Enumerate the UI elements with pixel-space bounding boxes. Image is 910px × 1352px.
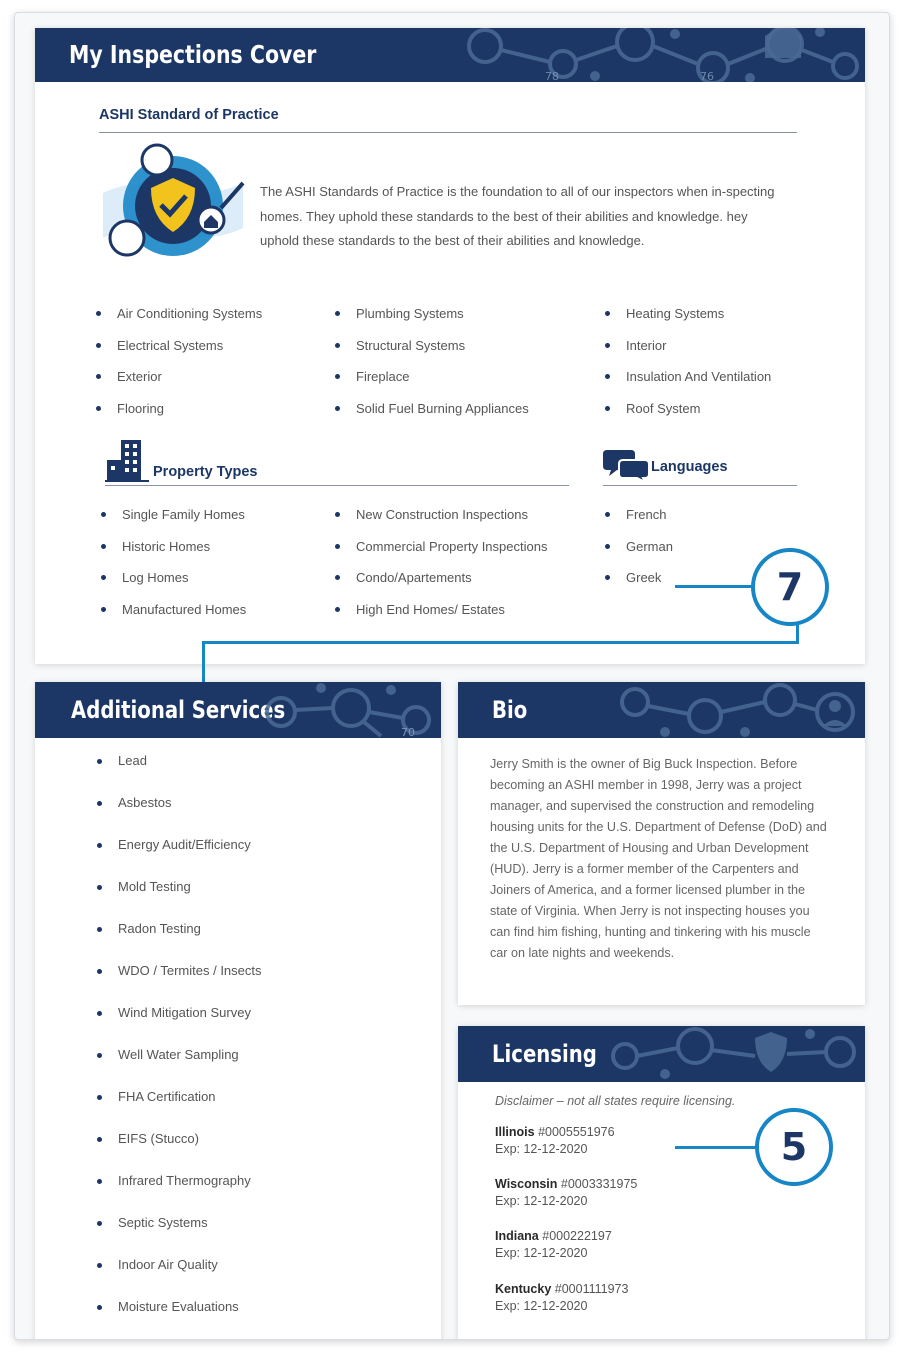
- list-item: Heating Systems: [605, 298, 771, 330]
- list-item: Solid Fuel Burning Appliances: [335, 393, 529, 425]
- banner-pattern-icon: [445, 28, 865, 82]
- licensing-disclaimer: Disclaimer – not all states require licensing.: [495, 1094, 736, 1108]
- callout-7-badge: 7: [751, 548, 829, 626]
- list-item: Structural Systems: [335, 330, 529, 362]
- banner-mark: 76: [700, 70, 714, 82]
- list-item: Exterior: [96, 361, 262, 393]
- list-item: Indoor Air Quality: [97, 1244, 262, 1286]
- systems-list-3: [605, 298, 771, 424]
- callout-7-line: [675, 585, 753, 588]
- license-exp: Exp: 12-12-2020: [495, 1246, 588, 1260]
- license-state: Kentucky: [495, 1282, 552, 1296]
- licensing-banner: [458, 1026, 865, 1082]
- languages-list: [605, 499, 673, 594]
- services-card: [35, 682, 441, 1340]
- license-number: #0005551976: [538, 1125, 615, 1139]
- list-item: FHA Certification: [97, 1076, 262, 1118]
- list-item: Log Homes: [101, 562, 246, 594]
- list-item: Flooring: [96, 393, 262, 425]
- list-item: Historic Homes: [101, 531, 246, 563]
- license-entry: [495, 1176, 637, 1210]
- systems-list-1: [96, 298, 262, 424]
- license-state: Indiana: [495, 1229, 539, 1243]
- list-item: German: [605, 531, 673, 563]
- list-item: Infrared Thermography: [97, 1160, 262, 1202]
- list-item: Single Family Homes: [101, 499, 246, 531]
- banner-pattern-icon: [241, 682, 441, 738]
- list-item: Septic Systems: [97, 1202, 262, 1244]
- building-icon: [105, 440, 149, 482]
- list-item: Wind Mitigation Survey: [97, 992, 262, 1034]
- cover-card: [35, 28, 865, 664]
- services-title: Additional Services: [71, 696, 286, 724]
- list-item: Roof System: [605, 393, 771, 425]
- property-types-title: Property Types: [153, 464, 258, 480]
- standard-divider: [99, 132, 797, 133]
- list-item: Electrical Systems: [96, 330, 262, 362]
- cover-banner: [35, 28, 865, 82]
- list-item: Manufactured Homes: [101, 594, 246, 626]
- property-divider: [105, 485, 569, 486]
- list-item: Lead: [97, 740, 262, 782]
- license-entry: [495, 1281, 628, 1315]
- services-banner: [35, 682, 441, 738]
- bio-text: Jerry Smith is the owner of Big Buck Inspection. Before becoming an ASHI member in 1998, Jerry was a project manager, and supervised the construction and remodeling housing units for the U.S. Department of Defense (DoD) and the U.S. Department of Housing and Urban Development (HUD). Jerry is a former member of the Carpenters and Joiners of America, and a former licensed plumber in the state of Virginia. When Jerry is not inspecting houses you can find him fishing, hunting and tinkering with his muscle car on late nights and weekends.: [490, 757, 827, 960]
- list-item: Asbestos: [97, 782, 262, 824]
- property-list-2: [335, 499, 547, 625]
- list-item: French: [605, 499, 673, 531]
- list-item: New Construction Inspections: [335, 499, 547, 531]
- license-state: Illinois: [495, 1125, 535, 1139]
- list-item: Interior: [605, 330, 771, 362]
- services-list: [97, 740, 262, 1328]
- list-item: Plumbing Systems: [335, 298, 529, 330]
- systems-list-2: [335, 298, 529, 424]
- list-item: WDO / Termites / Insects: [97, 950, 262, 992]
- license-exp: Exp: 12-12-2020: [495, 1299, 588, 1313]
- list-item: Energy Audit/Efficiency: [97, 824, 262, 866]
- license-exp: Exp: 12-12-2020: [495, 1194, 588, 1208]
- callout-7-line: [202, 641, 799, 644]
- bio-title: Bio: [492, 696, 528, 724]
- callout-5-badge: 5: [755, 1108, 833, 1186]
- license-number: #0001111973: [554, 1282, 629, 1296]
- bio-card: [458, 682, 865, 1005]
- license-entry: [495, 1228, 612, 1262]
- list-item: Air Conditioning Systems: [96, 298, 262, 330]
- list-item: Mold Testing: [97, 866, 262, 908]
- license-state: Wisconsin: [495, 1177, 558, 1191]
- license-number: #000222197: [542, 1229, 612, 1243]
- languages-title: Languages: [651, 459, 728, 475]
- list-item: Greek: [605, 562, 673, 594]
- list-item: Radon Testing: [97, 908, 262, 950]
- languages-divider: [603, 485, 797, 486]
- list-item: Moisture Evaluations: [97, 1286, 262, 1328]
- standard-title: ASHI Standard of Practice: [99, 107, 279, 123]
- callout-5-line: [675, 1146, 757, 1149]
- list-item: Well Water Sampling: [97, 1034, 262, 1076]
- bio-banner: [458, 682, 865, 738]
- cover-title: My Inspections Cover: [69, 40, 317, 69]
- shield-check-icon: [103, 138, 253, 268]
- licensing-title: Licensing: [492, 1040, 597, 1068]
- banner-mark: 70: [401, 726, 415, 738]
- list-item: EIFS (Stucco): [97, 1118, 262, 1160]
- banner-pattern-icon: [605, 1026, 865, 1082]
- license-number: #0003331975: [560, 1177, 638, 1191]
- property-list-1: [101, 499, 246, 625]
- chat-bubbles-icon: [603, 448, 649, 482]
- list-item: Condo/Apartements: [335, 562, 547, 594]
- banner-mark: 78: [545, 70, 559, 82]
- list-item: Fireplace: [335, 361, 529, 393]
- license-exp: Exp: 12-12-2020: [495, 1142, 588, 1156]
- document-frame: [14, 12, 890, 1340]
- list-item: Insulation And Ventilation: [605, 361, 771, 393]
- banner-pattern-icon: [605, 682, 865, 738]
- license-entry: [495, 1124, 615, 1158]
- list-item: High End Homes/ Estates: [335, 594, 547, 626]
- list-item: Commercial Property Inspections: [335, 531, 547, 563]
- standard-intro: The ASHI Standards of Practice is the foundation to all of our inspectors when in-specting homes. They uphold these standards to the best of their abilities and knowledge. hey uphold these standards to the best of their abilities and knowledge.: [260, 184, 775, 248]
